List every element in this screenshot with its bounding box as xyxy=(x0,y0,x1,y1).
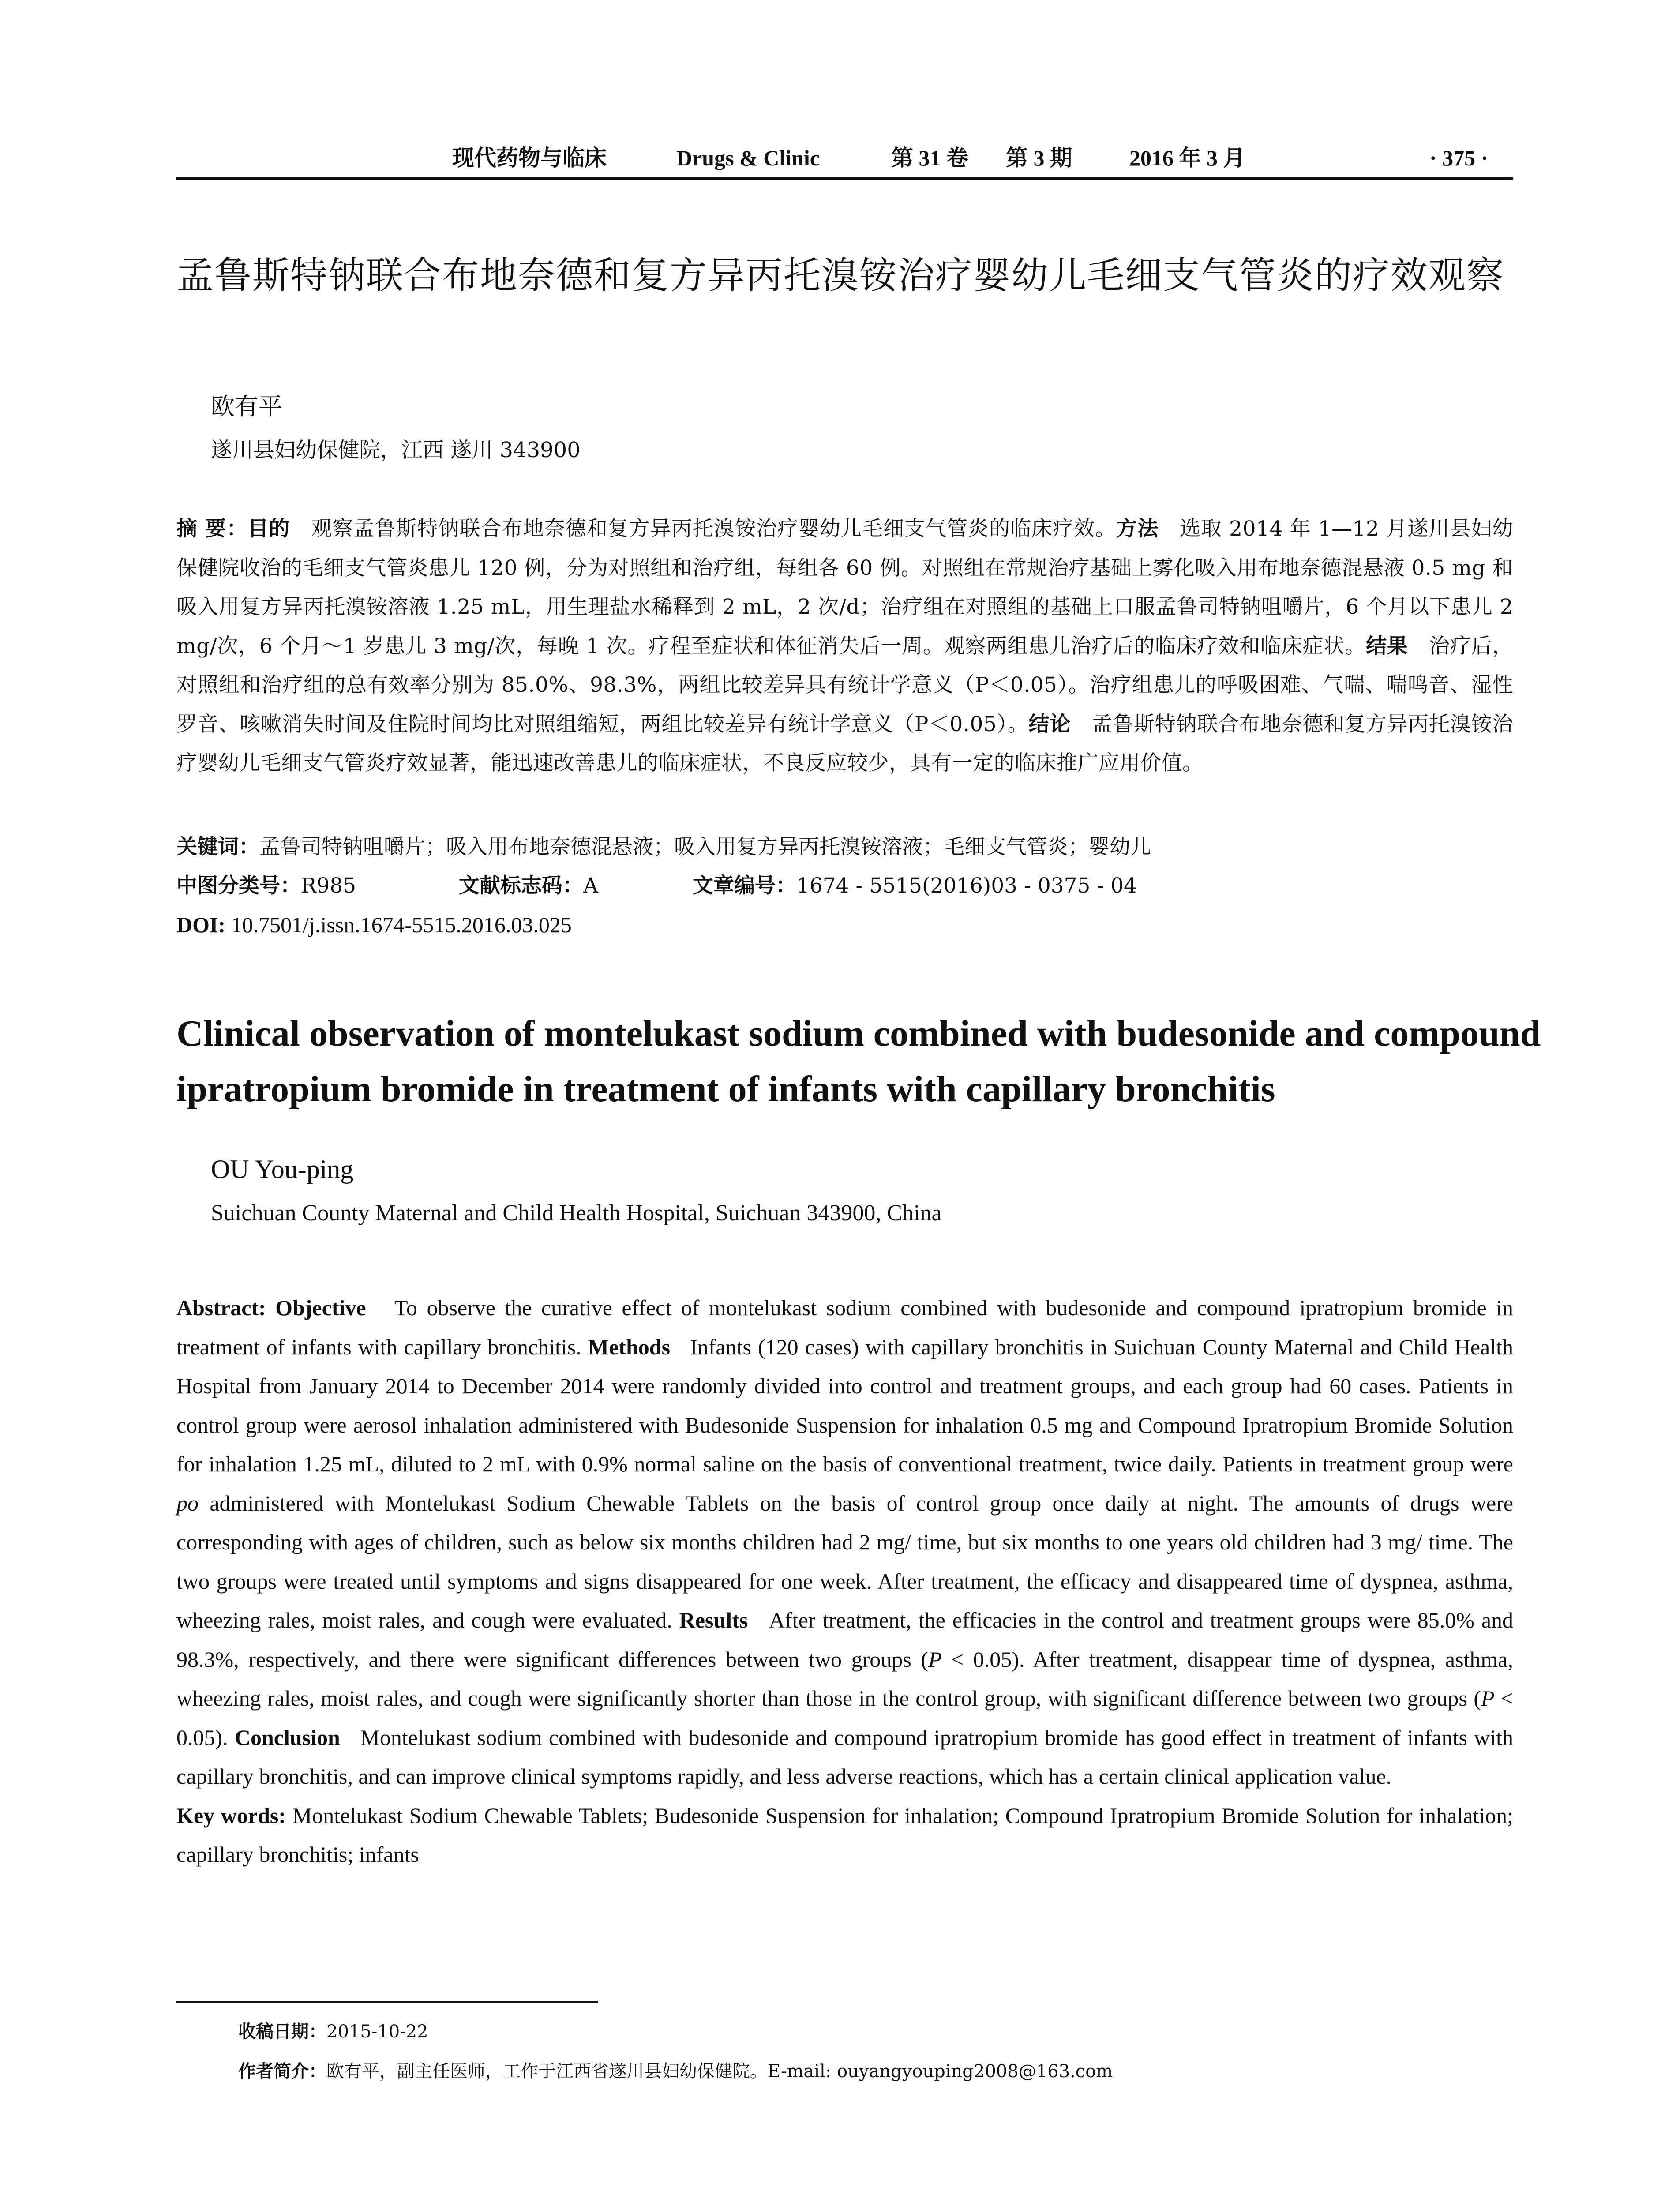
p-symbol: P xyxy=(1481,1686,1495,1711)
en-methods-b: administered with Montelukast Sodium Chewable Tablets on the basis of control group once daily at night. The amounts of drugs were corresponding with ages of children, such as below six months children had 2 mg/ time, but six months to one years old children had 3 mg/ time. The two groups were treated until symptoms and signs disappeared for one week. After treatment, the efficacy and disappeared time of dyspnea, asthma, wheezing rales, moist rales, and cough were evaluated. xyxy=(176,1490,1513,1632)
en-results-b: < 0.05). After treatment, disappear time of dyspnea, asthma, wheezing rales, moist rales, and cough were significantly shorter than those in the control group, with significant difference between two groups ( xyxy=(176,1647,1514,1711)
author-info-label: 作者简介： xyxy=(238,2061,326,2082)
author-info: 欧有平，副主任医师，工作于江西省遂川县妇幼保健院。E-mail: ouyangyouping2008@163.com xyxy=(326,2061,1113,2082)
journal-volume: 第 31 卷 xyxy=(891,146,968,170)
running-header xyxy=(176,140,1513,176)
cn-keywords-label: 关键词： xyxy=(176,835,259,859)
received-label: 收稿日期： xyxy=(238,2022,326,2042)
en-conclusion: Montelukast sodium combined with budesonide and compound ipratropium bromide has good effect in treatment of infants with capillary bronchitis, and can improve clinical symptoms rapidly, and less adverse reactions, which has a certain clinical application value. xyxy=(176,1725,1514,1789)
doc-code-value: A xyxy=(583,874,598,898)
en-objective: To observe the curative effect of montelukast sodium combined with budesonide and compound ipratropium bromide in treatment of infants with capillary bronchitis. xyxy=(176,1295,1514,1359)
en-methods-po: po xyxy=(176,1490,199,1516)
doi-label: DOI: xyxy=(176,912,226,937)
cn-author: 欧有平 xyxy=(211,393,282,420)
cn-keywords-text: 孟鲁司特钠咀嚼片；吸入用布地奈德混悬液；吸入用复方异丙托溴铵溶液；毛细支气管炎；婴幼儿 xyxy=(259,835,1151,859)
footnote-rule xyxy=(176,2001,598,2003)
cn-objective: 观察孟鲁斯特钠联合布地奈德和复方异丙托溴铵治疗婴幼儿毛细支气管炎的临床疗效。 xyxy=(311,517,1117,541)
clc-value: R985 xyxy=(301,874,356,898)
clc-label: 中图分类号： xyxy=(176,874,301,898)
en-methods-a: Infants (120 cases) with capillary bronchitis in Suichuan County Maternal and Child Health Hospital from January 2014 to December 2014 were randomly divided into control and treatment groups, and each group had 60 cases. Patients in control group were aerosol inhalation administered with Budesonide Suspension for inhalation 0.5 mg and Compound Ipratropium Bromide Solution for inhalation 1.25 mL, diluted to 2 mL with 0.9% normal saline on the basis of conventional treatment, twice daily. Patients in treatment group were xyxy=(176,1334,1514,1476)
cn-methods-label: 方法 xyxy=(1116,517,1159,541)
journal-cn-name: 现代药物与临床 xyxy=(452,146,607,170)
cn-results: 治疗后，对照组和治疗组的总有效率分别为 85.0%、98.3%，两组比较差异具有统计学意义（P＜0.05）。治疗组患儿的呼吸困难、气喘、喘鸣音、湿性罗音、咳嗽消失时间及住院时间均比对照组缩短，两组比较差异有统计学意义（P＜0.05）。 xyxy=(176,634,1513,736)
cn-affiliation: 遂川县妇幼保健院，江西 遂川 343900 xyxy=(211,438,581,462)
en-results-a: After treatment, the efficacies in the control and treatment groups were 85.0% and 98.3%, respectively, and there were significant differences between two groups ( xyxy=(176,1608,1514,1672)
en-keywords-label: Key words: xyxy=(176,1803,286,1828)
cn-doi xyxy=(176,907,572,942)
footnote-received xyxy=(238,2016,428,2047)
doc-code-label: 文献标志码： xyxy=(459,874,583,898)
journal-date: 2016 年 3 月 xyxy=(1129,146,1245,170)
cn-objective-label: 目的 xyxy=(248,517,290,541)
footnote-author xyxy=(238,2056,1113,2087)
en-conclusion-label: Conclusion xyxy=(234,1725,340,1750)
en-affiliation: Suichuan County Maternal and Child Health Hospital, Suichuan 343900, China xyxy=(211,1201,942,1226)
cn-results-label: 结果 xyxy=(1366,634,1408,658)
header-rule xyxy=(176,177,1513,180)
en-abstract xyxy=(176,1288,1513,1874)
article-no-value: 1674 - 5515(2016)03 - 0375 - 04 xyxy=(796,874,1137,898)
en-title: Clinical observation of montelukast sodium combined with budesonide and compound ipratropium bromide in treatment of infants with capillary bronchitis xyxy=(176,1013,1541,1110)
en-keywords: Montelukast Sodium Chewable Tablets; Budesonide Suspension for inhalation; Compound Ipratropium Bromide Solution for inhalation; capillary bronchitis; infants xyxy=(176,1803,1514,1867)
en-results-c: < 0.05). xyxy=(176,1686,1513,1750)
p-symbol: P xyxy=(928,1647,942,1672)
cn-methods: 选取 2014 年 1—12 月遂川县妇幼保健院收治的毛细支气管炎患儿 120 例，分为对照组和治疗组，每组各 60 例。对照组在常规治疗基础上雾化吸入用布地奈德混悬液 0.5 mg 和吸入用复方异丙托溴铵溶液 1.25 mL，用生理盐水稀释到 2 mL，2 次/d；治疗组在对照组的基础上口服孟鲁司特钠咀嚼片，6 个月以下患儿 2 mg/次，6 个月～1 岁患儿 3 mg/次，每晚 1 次。疗程至症状和体征消失后一周。观察两组患儿治疗后的临床疗效和临床症状。 xyxy=(176,517,1513,658)
en-results-label: Results xyxy=(679,1608,748,1632)
journal-issue: 第 3 期 xyxy=(1006,146,1072,170)
journal-en-name: Drugs & Clinic xyxy=(676,146,820,170)
en-abstract-label: Abstract: Objective xyxy=(176,1295,366,1320)
cn-keywords xyxy=(176,829,1151,865)
cn-conclusion-label: 结论 xyxy=(1028,712,1071,736)
article-no-label: 文章编号： xyxy=(693,874,796,898)
doi-value[interactable]: 10.7501/j.issn.1674-5515.2016.03.025 xyxy=(231,912,572,937)
cn-conclusion: 孟鲁斯特钠联合布地奈德和复方异丙托溴铵治疗婴幼儿毛细支气管炎疗效显著，能迅速改善患儿的临床症状，不良反应较少，具有一定的临床推广应用价值。 xyxy=(176,712,1513,775)
received-date: 2015-10-22 xyxy=(326,2022,428,2042)
page-number: · 375 · xyxy=(1429,146,1489,170)
cn-abstract xyxy=(176,510,1513,783)
cn-classification xyxy=(176,868,1513,904)
en-author: OU You-ping xyxy=(211,1155,354,1184)
cn-title: 孟鲁斯特钠联合布地奈德和复方异丙托溴铵治疗婴幼儿毛细支气管炎的疗效观察 xyxy=(176,254,1505,297)
en-methods-label: Methods xyxy=(588,1334,671,1359)
cn-abstract-label: 摘 要： xyxy=(176,517,248,541)
